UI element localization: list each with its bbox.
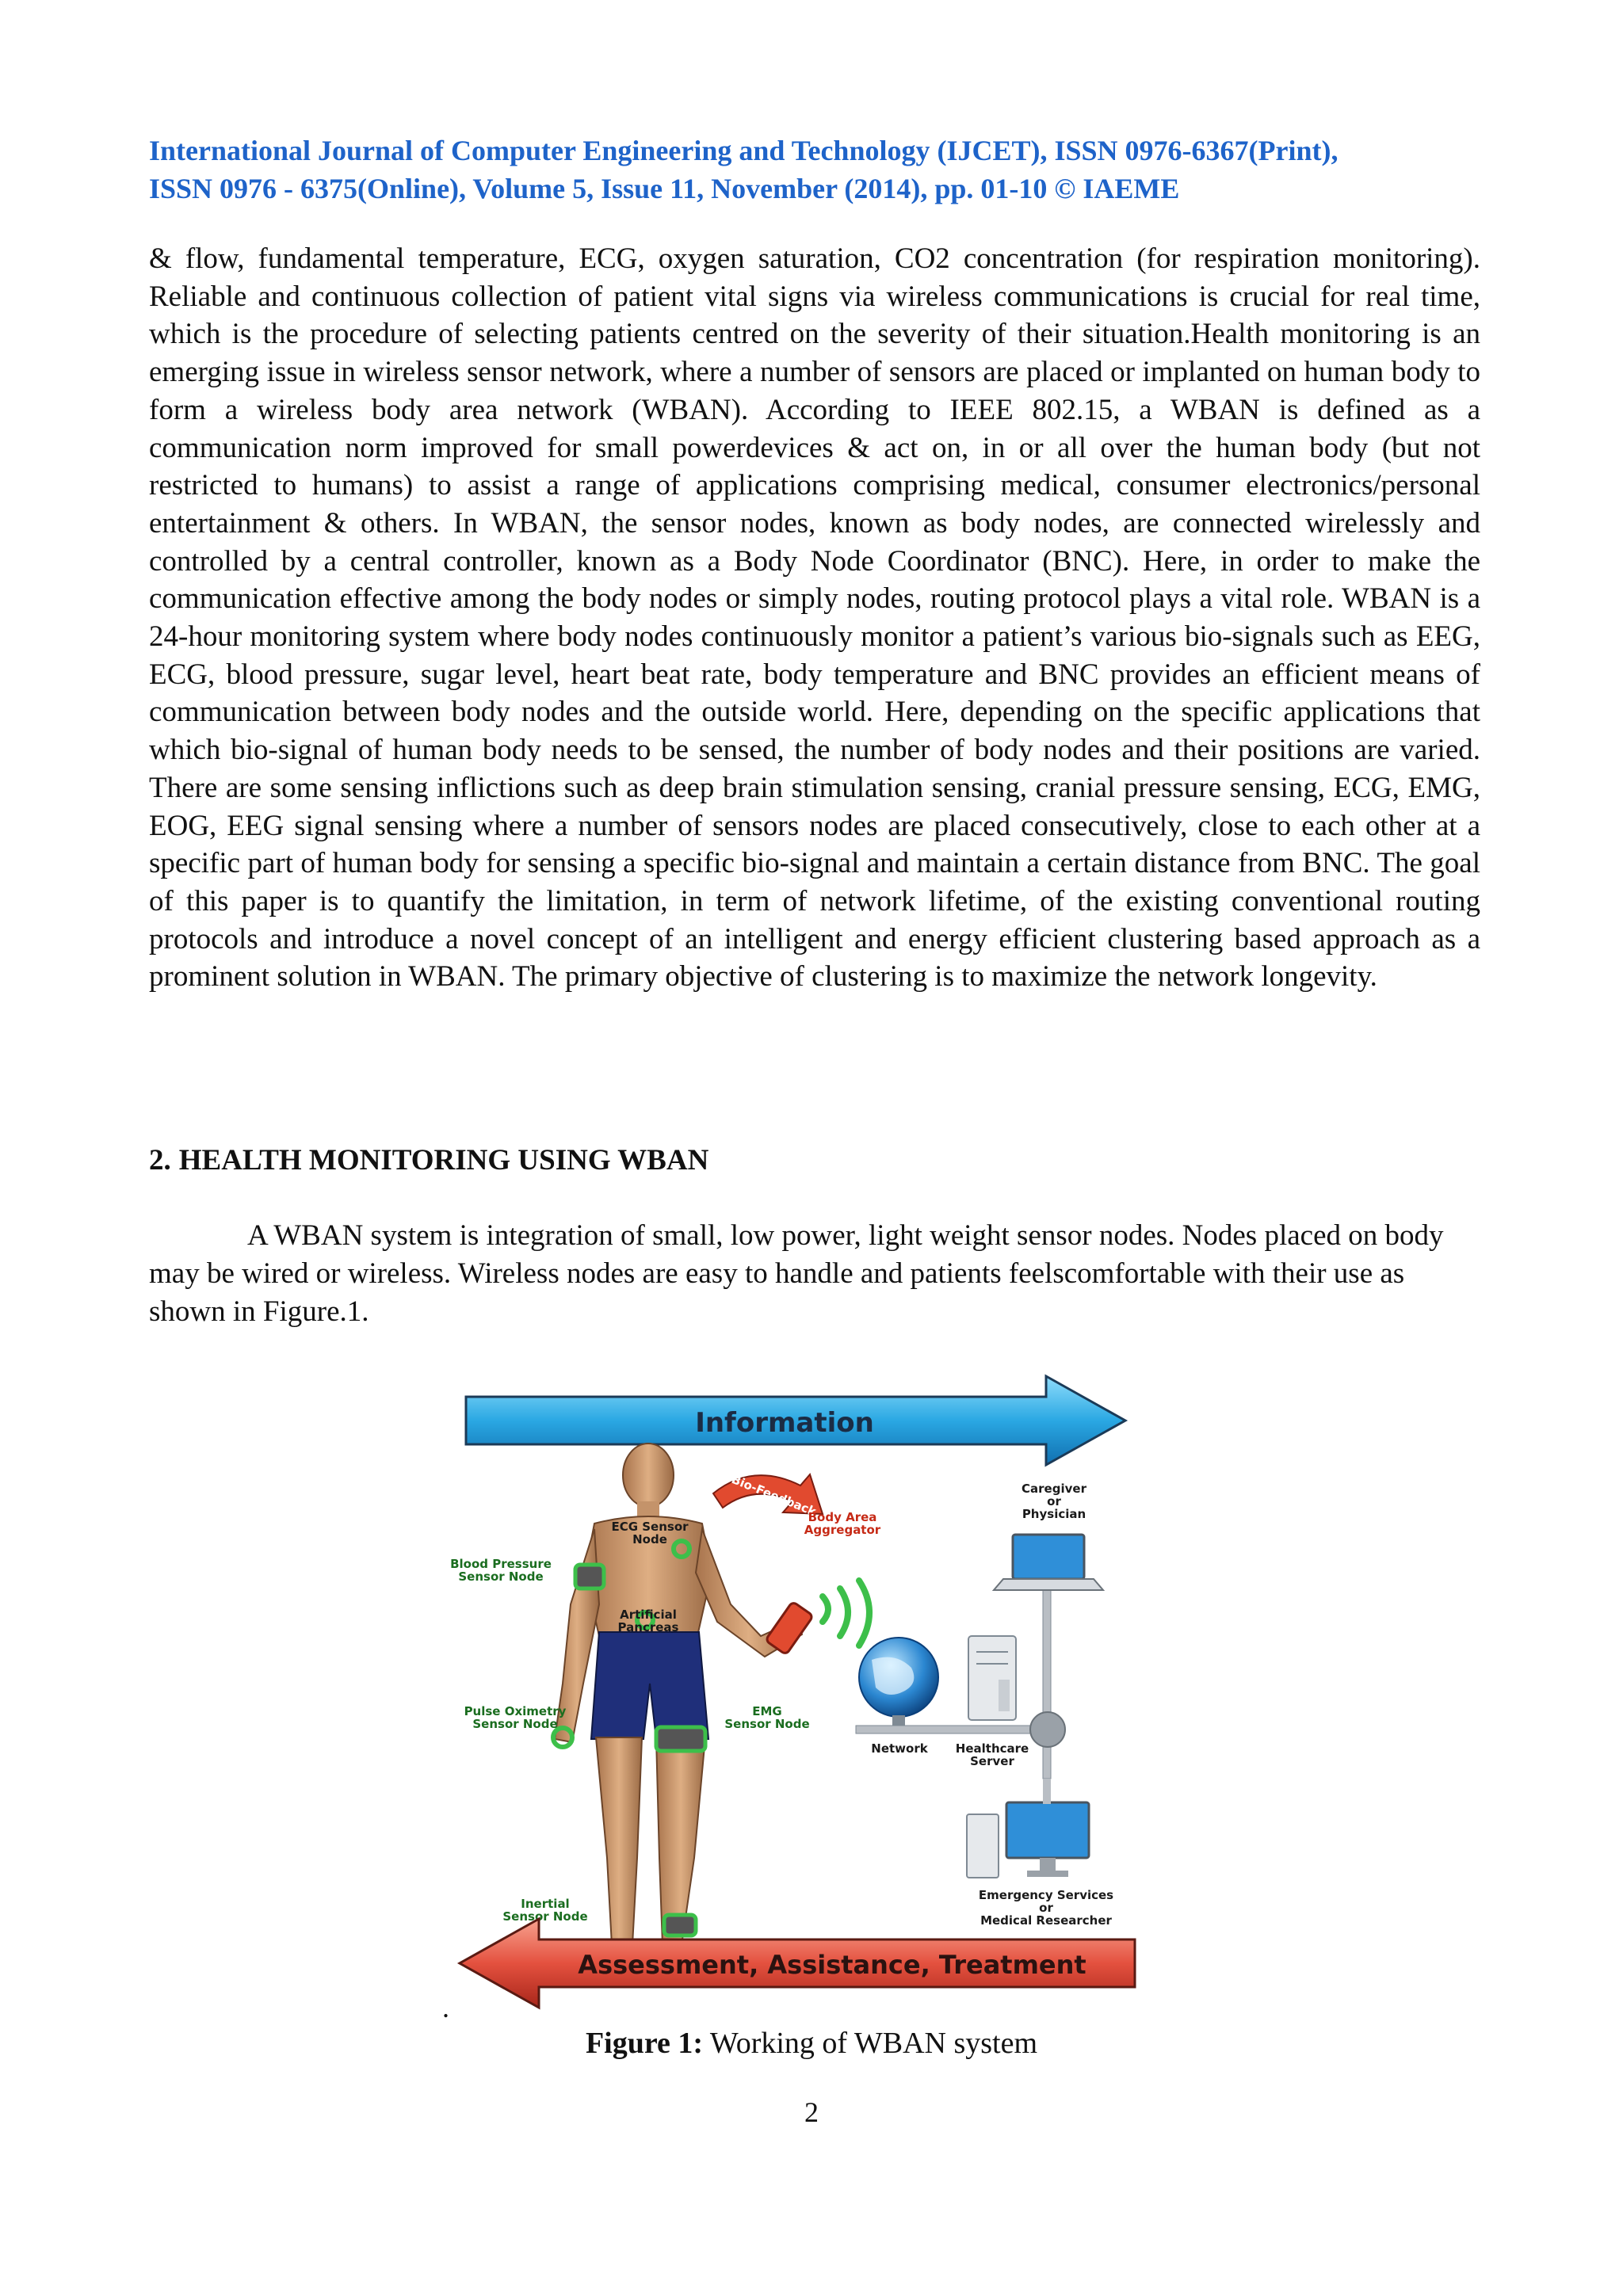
inertial-sensor-node <box>664 1915 696 1936</box>
emg-label-2: Sensor Node <box>724 1717 810 1731</box>
emergency-label-1: Emergency Services <box>978 1888 1114 1902</box>
figure-caption <box>0 2024 1623 2062</box>
journal-header-line-1: International Journal of Computer Engineering and Technology (IJCET), ISSN 0976-6367(Print), <box>149 135 1338 166</box>
section-title: HEALTH MONITORING USING WBAN <box>178 1144 709 1177</box>
figure-caption-label: Figure 1: <box>585 2027 704 2060</box>
caregiver-label-2: or <box>1047 1494 1061 1508</box>
page-number: 2 <box>804 2096 819 2128</box>
healthcare-server-icon <box>968 1636 1016 1720</box>
assessment-arrow <box>460 1919 1135 2008</box>
caregiver-label-3: Physician <box>1022 1507 1086 1521</box>
figure-caption-text: Working of WBAN system <box>703 2027 1038 2060</box>
healthcare-server-label-1: Healthcare <box>955 1741 1029 1756</box>
information-arrow <box>466 1376 1125 1465</box>
emg-sensor-node <box>656 1727 705 1751</box>
aggregator-label-2: Aggregator <box>804 1523 881 1537</box>
blood-pressure-label-1: Blood Pressure <box>450 1557 552 1571</box>
section-paragraph <box>149 1217 1480 1331</box>
healthcare-server-label-2: Server <box>970 1754 1014 1768</box>
journal-header <box>149 132 1480 208</box>
body-paragraph: & flow, fundamental temperature, ECG, oxygen saturation, CO2 concentration (for respiration monitoring). Reliable and continuous collection of patient vital signs via wireless communications is crucial for real time, which is the procedure of selecting patients centred on the severity of their situation.Health monitoring is an emerging issue in wireless sensor network, where a number of sensors are placed or implanted on human body to form a wireless body area network (WBAN). According to IEEE 802.15, a WBAN is defined as a communication norm improved for small powerdevices & act on, in or all over the human body (but not restricted to humans) to assist a range of applications comprising medical, consumer electronics/personal entertainment & others. In WBAN, the sensor nodes, known as body nodes, are connected wirelessly and controlled by a central controller, known as a Body Node Coordinator (BNC). Here, in order to make the communication effective among the body nodes or simply nodes, routing protocol plays a vital role. WBAN is a 24-hour monitoring system where body nodes continuously monitor a patient’s various bio-signals such as EEG, ECG, blood pressure, sugar level, heart beat rate, body temperature and BNC provides an efficient means of communication between body nodes and the outside world. Here, depending on the specific applications that which bio-signal of human body needs to be sensed, the number of body nodes and their positions are varied. There are some sensing inflictions such as deep brain stimulation sensing, cranial pressure sensing, ECG, EMG, EOG, EEG signal sensing where a number of sensors nodes are placed consecutively, close to each other at a specific part of human body for sensing a specific bio-signal and maintain a certain distance from BNC. The goal of this paper is to quantify the limitation, in term of network lifetime, of the existing conventional routing protocols and introduce a novel concept of an intelligent and energy efficient clustering based approach as a prominent solution in WBAN. The primary objective of clustering is to maximize the network longevity. <box>149 242 1480 994</box>
emg-label-1: EMG <box>752 1704 782 1718</box>
pancreas-label-1: Artificial <box>620 1608 677 1622</box>
blood-pressure-label-2: Sensor Node <box>458 1569 544 1584</box>
aggregator-label-1: Body Area <box>808 1510 877 1524</box>
blood-pressure-sensor <box>575 1565 604 1589</box>
figure-stray-dot: . <box>442 1992 449 2023</box>
bio-feedback-label: Bio-Feedback <box>729 1472 819 1520</box>
assessment-arrow-label: Assessment, Assistance, Treatment <box>578 1950 1086 1980</box>
emergency-label-3: Medical Researcher <box>980 1913 1112 1928</box>
wban-diagram <box>444 1367 1252 2016</box>
caregiver-label-1: Caregiver <box>1022 1482 1086 1496</box>
caregiver-laptop-icon <box>994 1535 1103 1590</box>
network-label: Network <box>871 1741 928 1756</box>
bio-feedback-arrow <box>713 1472 823 1520</box>
emergency-desktop-icon <box>967 1779 1089 1878</box>
ecg-label-1: ECG Sensor <box>611 1520 689 1534</box>
section-heading <box>149 1142 708 1180</box>
section-paragraph-text: A WBAN system is integration of small, low power, light weight sensor nodes. Nodes placed on body may be wired or wireless. Wireless nodes are easy to handle and patients feelscomfortable with their use as shown in Figure.1. <box>149 1219 1444 1328</box>
wban-figure <box>444 1367 1252 2016</box>
emergency-label-2: or <box>1039 1901 1053 1915</box>
wireless-signal-icon <box>823 1581 869 1646</box>
inertial-label-1: Inertial <box>521 1897 570 1911</box>
pulse-oximetry-label-1: Pulse Oximetry <box>464 1704 567 1718</box>
section-number: 2. <box>149 1144 171 1177</box>
information-arrow-label: Information <box>695 1407 874 1439</box>
pulse-oximetry-label-2: Sensor Node <box>472 1717 558 1731</box>
journal-header-line-2: ISSN 0976 - 6375(Online), Volume 5, Issue 11, November (2014), pp. 01-10 © IAEME <box>149 173 1180 204</box>
inertial-label-2: Sensor Node <box>502 1909 588 1924</box>
pancreas-label-2: Pancreas <box>617 1620 679 1634</box>
ecg-label-2: Node <box>632 1532 667 1547</box>
network-globe-icon <box>859 1638 938 1726</box>
